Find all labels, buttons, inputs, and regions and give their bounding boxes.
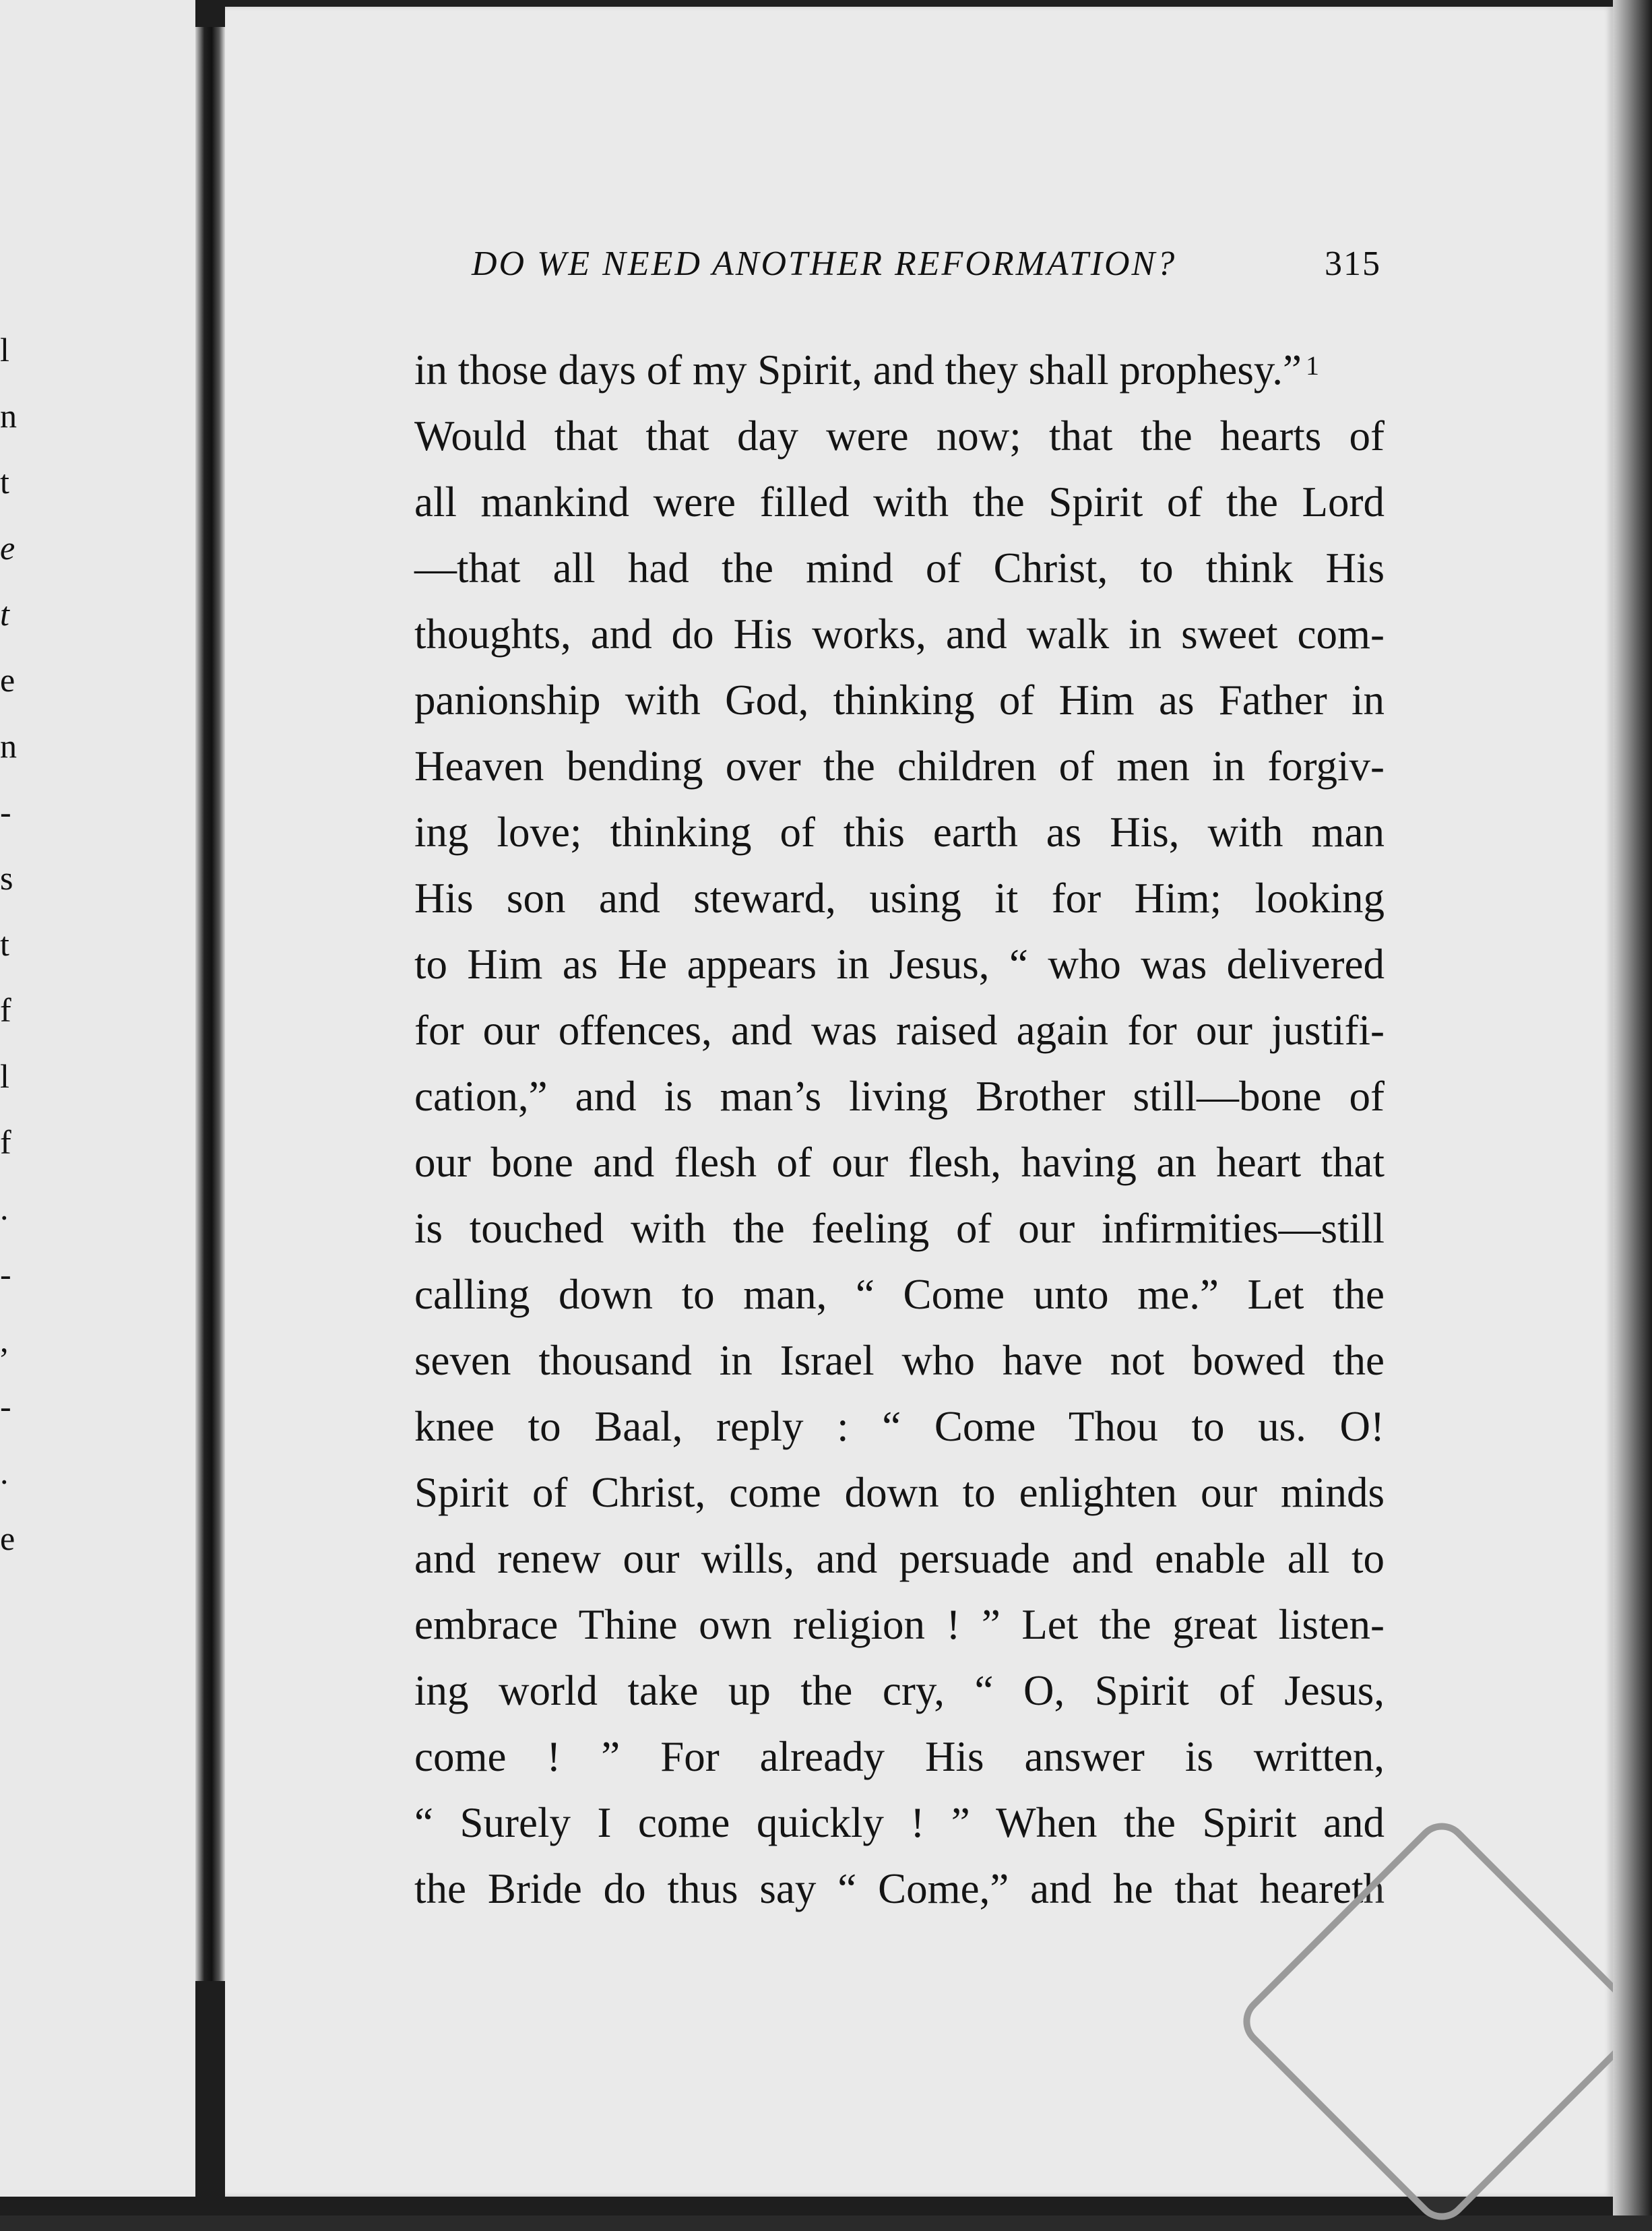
book-gutter bbox=[195, 27, 225, 1981]
text-line: come ! ” For already His answer is written, bbox=[414, 1733, 1385, 1780]
text-line: Would that that day were now; that the hearts of bbox=[414, 412, 1385, 460]
text-line: our bone and flesh of our flesh, having an heart that bbox=[414, 1139, 1385, 1186]
margin-letter: t bbox=[0, 925, 9, 963]
margin-letter: l bbox=[0, 1057, 9, 1095]
margin-letter: e bbox=[0, 1519, 15, 1557]
text-line: —that all had the mind of Christ, to think His bbox=[414, 544, 1385, 592]
margin-letter: , bbox=[0, 1321, 9, 1359]
text-line: ing world take up the cry, “ O, Spirit of Jesus, bbox=[414, 1667, 1385, 1714]
text-line: all mankind were filled with the Spirit of the Lord bbox=[414, 478, 1385, 526]
margin-letter: - bbox=[0, 1387, 11, 1425]
text-line: Heaven bending over the children of men in forgiv- bbox=[414, 743, 1385, 790]
left-page-edge bbox=[0, 0, 195, 2197]
margin-letter: t bbox=[0, 463, 9, 501]
margin-letter: n bbox=[0, 397, 17, 435]
margin-letter: e bbox=[0, 529, 15, 567]
text-line: embrace Thine own religion ! ” Let the great listen- bbox=[414, 1601, 1385, 1648]
margin-letter: - bbox=[0, 793, 11, 831]
text-line: knee to Baal, reply : “ Come Thou to us. O! bbox=[414, 1403, 1385, 1450]
margin-letter: t bbox=[0, 595, 9, 633]
left-page-cropped-letters bbox=[0, 317, 47, 1571]
text-line: panionship with God, thinking of Him as Father in bbox=[414, 677, 1385, 724]
text-line: the Bride do thus say “ Come,” and he that heareth bbox=[414, 1865, 1385, 1912]
running-title: DO WE NEED ANOTHER REFORMATION? bbox=[472, 245, 1177, 283]
footnote-marker: 1 bbox=[1305, 350, 1319, 381]
text-line: seven thousand in Israel who have not bowed the bbox=[414, 1337, 1385, 1384]
page-right-edge bbox=[1613, 0, 1652, 2216]
text-line: thoughts, and do His works, and walk in sweet com- bbox=[414, 610, 1385, 658]
margin-letter: f bbox=[0, 1123, 11, 1161]
margin-letter: e bbox=[0, 661, 15, 699]
text-line: in those days of my Spirit, and they shall prophesy.” $^1$ bbox=[414, 346, 1319, 394]
text-line: Spirit of Christ, come down to enlighten our minds bbox=[414, 1469, 1385, 1516]
running-header bbox=[472, 244, 1381, 284]
text-line: calling down to man, “ Come unto me.” Let the bbox=[414, 1271, 1385, 1318]
margin-letter: n bbox=[0, 727, 17, 765]
text-line: ing love; thinking of this earth as His, with man bbox=[414, 809, 1385, 856]
margin-letter: s bbox=[0, 859, 13, 897]
text-line: for our offences, and was raised again for our justifi- bbox=[414, 1007, 1385, 1054]
text-line: cation,” and is man’s living Brother still—bone of bbox=[414, 1073, 1385, 1120]
text-line: His son and steward, using it for Him; looking bbox=[414, 875, 1385, 922]
margin-letter: l bbox=[0, 331, 9, 369]
margin-letter: - bbox=[0, 1255, 11, 1293]
text-line: and renew our wills, and persuade and enable all to bbox=[414, 1535, 1385, 1582]
margin-letter: f bbox=[0, 991, 11, 1029]
text-line: is touched with the feeling of our infirmities—still bbox=[414, 1205, 1385, 1252]
text-line: to Him as He appears in Jesus, “ who was delivered bbox=[414, 941, 1385, 988]
margin-letter: . bbox=[0, 1189, 9, 1227]
body-text bbox=[414, 337, 1385, 1922]
margin-letter: . bbox=[0, 1453, 9, 1491]
text-line: “ Surely I come quickly ! ” When the Spirit and bbox=[414, 1799, 1385, 1846]
page-number: 315 bbox=[1325, 245, 1381, 283]
